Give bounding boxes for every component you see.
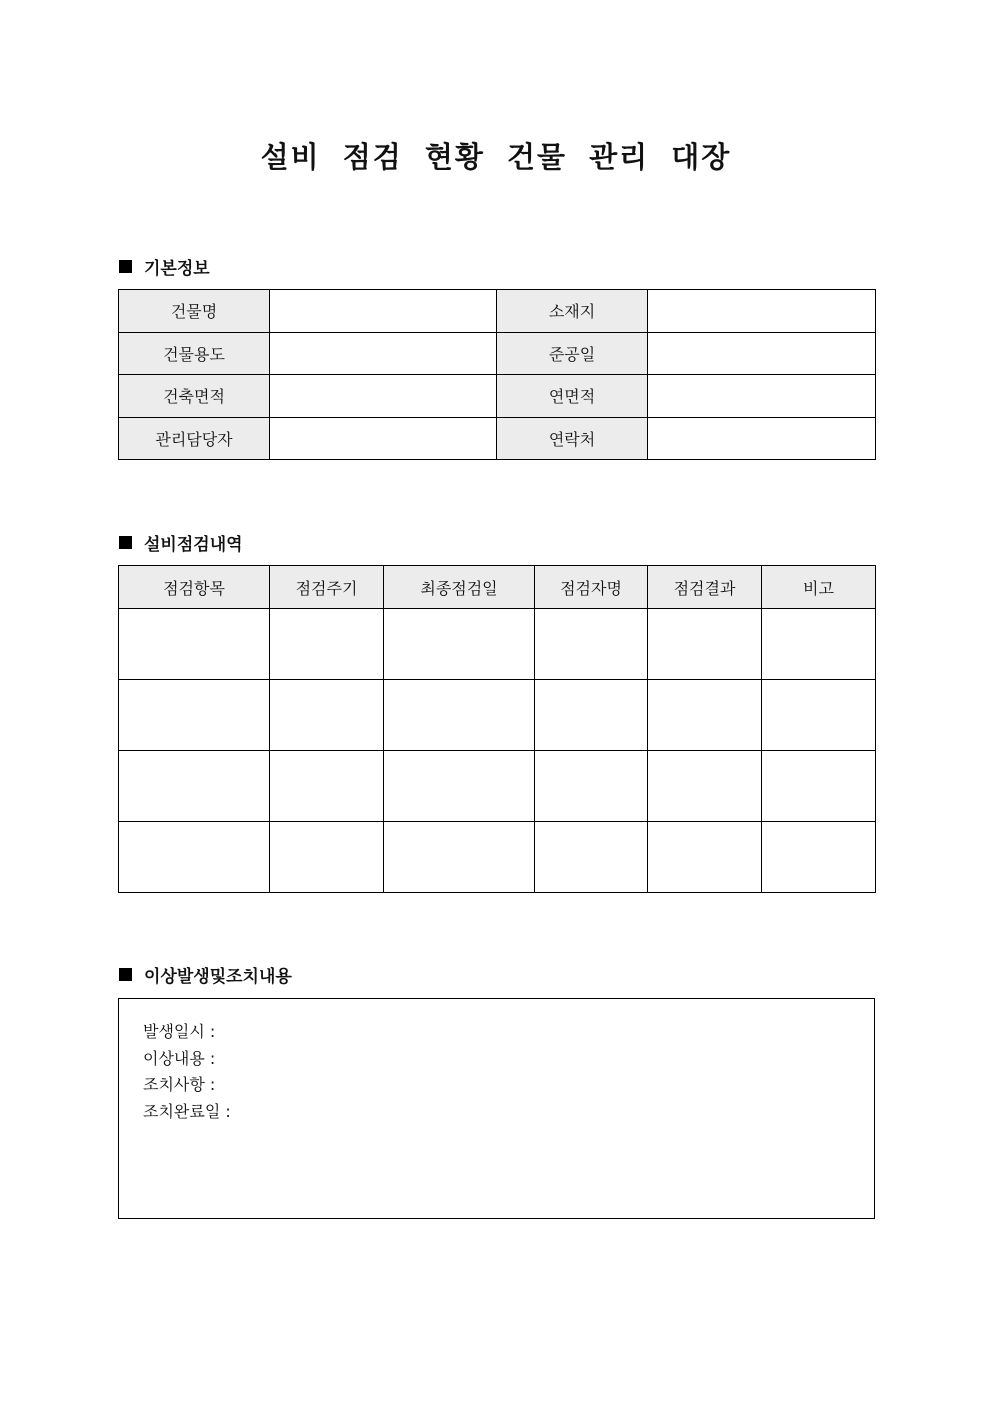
table-cell[interactable] (384, 751, 535, 822)
table-cell[interactable] (270, 751, 384, 822)
table-cell[interactable] (535, 680, 648, 751)
value-manager[interactable] (270, 417, 497, 460)
table-cell[interactable] (384, 680, 535, 751)
value-building-use[interactable] (270, 332, 497, 375)
table-cell[interactable] (535, 609, 648, 680)
inspection-table (118, 565, 876, 893)
table-cell[interactable] (119, 680, 270, 751)
table-row (119, 822, 876, 893)
label-manager: 관리담당자 (119, 417, 270, 460)
column-header: 비고 (762, 566, 876, 609)
table-row (119, 609, 876, 680)
incident-box[interactable] (118, 998, 875, 1219)
table-cell[interactable] (270, 609, 384, 680)
value-completion-date[interactable] (648, 332, 876, 375)
section-heading-incident (119, 962, 292, 987)
table-cell[interactable] (762, 680, 876, 751)
document-title: 설비 점검 현황 건물 관리 대장 (260, 140, 732, 174)
label-location: 소재지 (497, 290, 648, 333)
section-heading-basic-info (119, 254, 210, 279)
label-completion-date: 준공일 (497, 332, 648, 375)
line-action-completion-date: 조치완료일 : (143, 1101, 231, 1121)
table-cell[interactable] (119, 609, 270, 680)
table-row (119, 417, 876, 460)
square-bullet-icon (119, 536, 132, 549)
line-occurrence-datetime: 발생일시 : (143, 1022, 216, 1041)
label-contact: 연락처 (497, 417, 648, 460)
table-cell[interactable] (270, 680, 384, 751)
square-bullet-icon (119, 968, 132, 981)
label-building-area: 건축면적 (119, 375, 270, 418)
table-cell[interactable] (648, 680, 762, 751)
section-title: 기본정보 (144, 259, 210, 279)
table-row (119, 751, 876, 822)
table-row (119, 375, 876, 418)
basic-info-table (118, 289, 876, 460)
column-header: 점검주기 (270, 566, 384, 609)
table-cell[interactable] (762, 609, 876, 680)
table-cell[interactable] (535, 822, 648, 893)
table-row (119, 332, 876, 375)
value-building-name[interactable] (270, 290, 497, 333)
table-cell[interactable] (648, 609, 762, 680)
column-header: 점검항목 (119, 566, 270, 609)
line-abnormality-details: 이상내용 : (143, 1048, 216, 1068)
table-row (119, 680, 876, 751)
incident-lines (143, 1019, 231, 1125)
label-total-floor-area: 연면적 (497, 375, 648, 418)
table-cell[interactable] (648, 751, 762, 822)
section-heading-inspection (119, 530, 243, 555)
column-header: 최종점검일 (384, 566, 535, 609)
section-title: 설비점검내역 (144, 535, 243, 555)
label-building-use: 건물용도 (119, 332, 270, 375)
table-cell[interactable] (535, 751, 648, 822)
label-building-name: 건물명 (119, 290, 270, 333)
value-building-area[interactable] (270, 375, 497, 418)
table-cell[interactable] (648, 822, 762, 893)
table-cell[interactable] (119, 822, 270, 893)
column-header: 점검자명 (535, 566, 648, 609)
table-cell[interactable] (762, 822, 876, 893)
value-contact[interactable] (648, 417, 876, 460)
value-location[interactable] (648, 290, 876, 333)
table-cell[interactable] (119, 751, 270, 822)
column-header: 점검결과 (648, 566, 762, 609)
table-cell[interactable] (762, 751, 876, 822)
line-action-taken: 조치사항 : (143, 1075, 216, 1094)
table-row (119, 290, 876, 333)
value-total-floor-area[interactable] (648, 375, 876, 418)
square-bullet-icon (119, 260, 132, 273)
table-header-row (119, 566, 876, 609)
table-cell[interactable] (270, 822, 384, 893)
section-title: 이상발생및조치내용 (144, 967, 292, 987)
table-cell[interactable] (384, 609, 535, 680)
table-cell[interactable] (384, 822, 535, 893)
